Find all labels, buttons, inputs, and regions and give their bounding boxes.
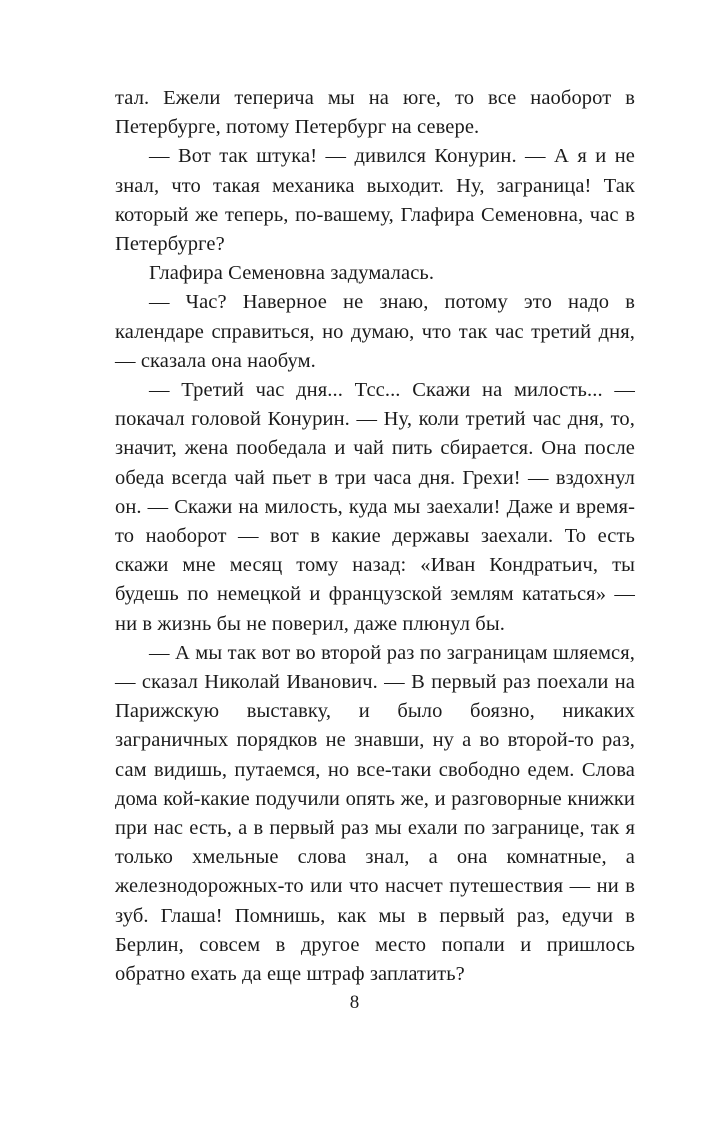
paragraph: — Час? Наверное не знаю, потому это надо в календаре справиться, но думаю, что так час третий дня, — сказала она наобум. xyxy=(115,291,635,372)
paragraph: тал. Ежели теперича мы на юге, то все наоборот в Петербурге, потому Петербург на севере. xyxy=(115,87,635,139)
page-number: 8 xyxy=(349,992,360,1013)
paragraph: — Вот так штука! — дивился Конурин. — А я и не знал, что такая механика выходит. Ну, заграница! Так который же теперь, по-вашему, Глафира Семеновна, час в Петербурге? xyxy=(115,145,635,256)
paragraph: Глафира Семеновна задумалась. xyxy=(149,262,435,285)
paragraph: — А мы так вот во второй раз по заграницам шляемся, — сказал Николай Иванович. — В первый раз поехали на Парижскую выставку, и было боязно, никаких заграничных порядков не знавши, ну а во второй-то раз, сам видишь, путаемся, но все-таки свободно едем. Слова дома кой-какие подучили опять же, и разговорные книжки при нас есть, а в первый раз мы ехали по загранице, так я только хмельные слова знал, а она комнатные, а железнодорожных-то или что насчет путешествия — ни в зуб. Глаша! Помнишь, как мы в первый раз, едучи в Берлин, совсем в другое место попали и пришлось обратно ехать да еще штраф заплатить? xyxy=(115,641,635,986)
paragraph: — Третий час дня... Тсс... Скажи на милость... — покачал головой Конурин. — Ну, коли третий час дня, то, значит, жена пообедала и чай пить сбирается. Она после обеда всегда чай пьет в три часа дня. Грехи! — вздохнул он. — Скажи на милость, куда мы заехали! Даже и время-то наоборот — вот в какие державы заехали. То есть скажи мне месяц тому назад: «Иван Кондратьич, ты будешь по немецкой и французской землям кататься» — ни в жизнь бы не поверил, даже плюнул бы. xyxy=(115,379,635,635)
page-text-block xyxy=(115,84,635,989)
